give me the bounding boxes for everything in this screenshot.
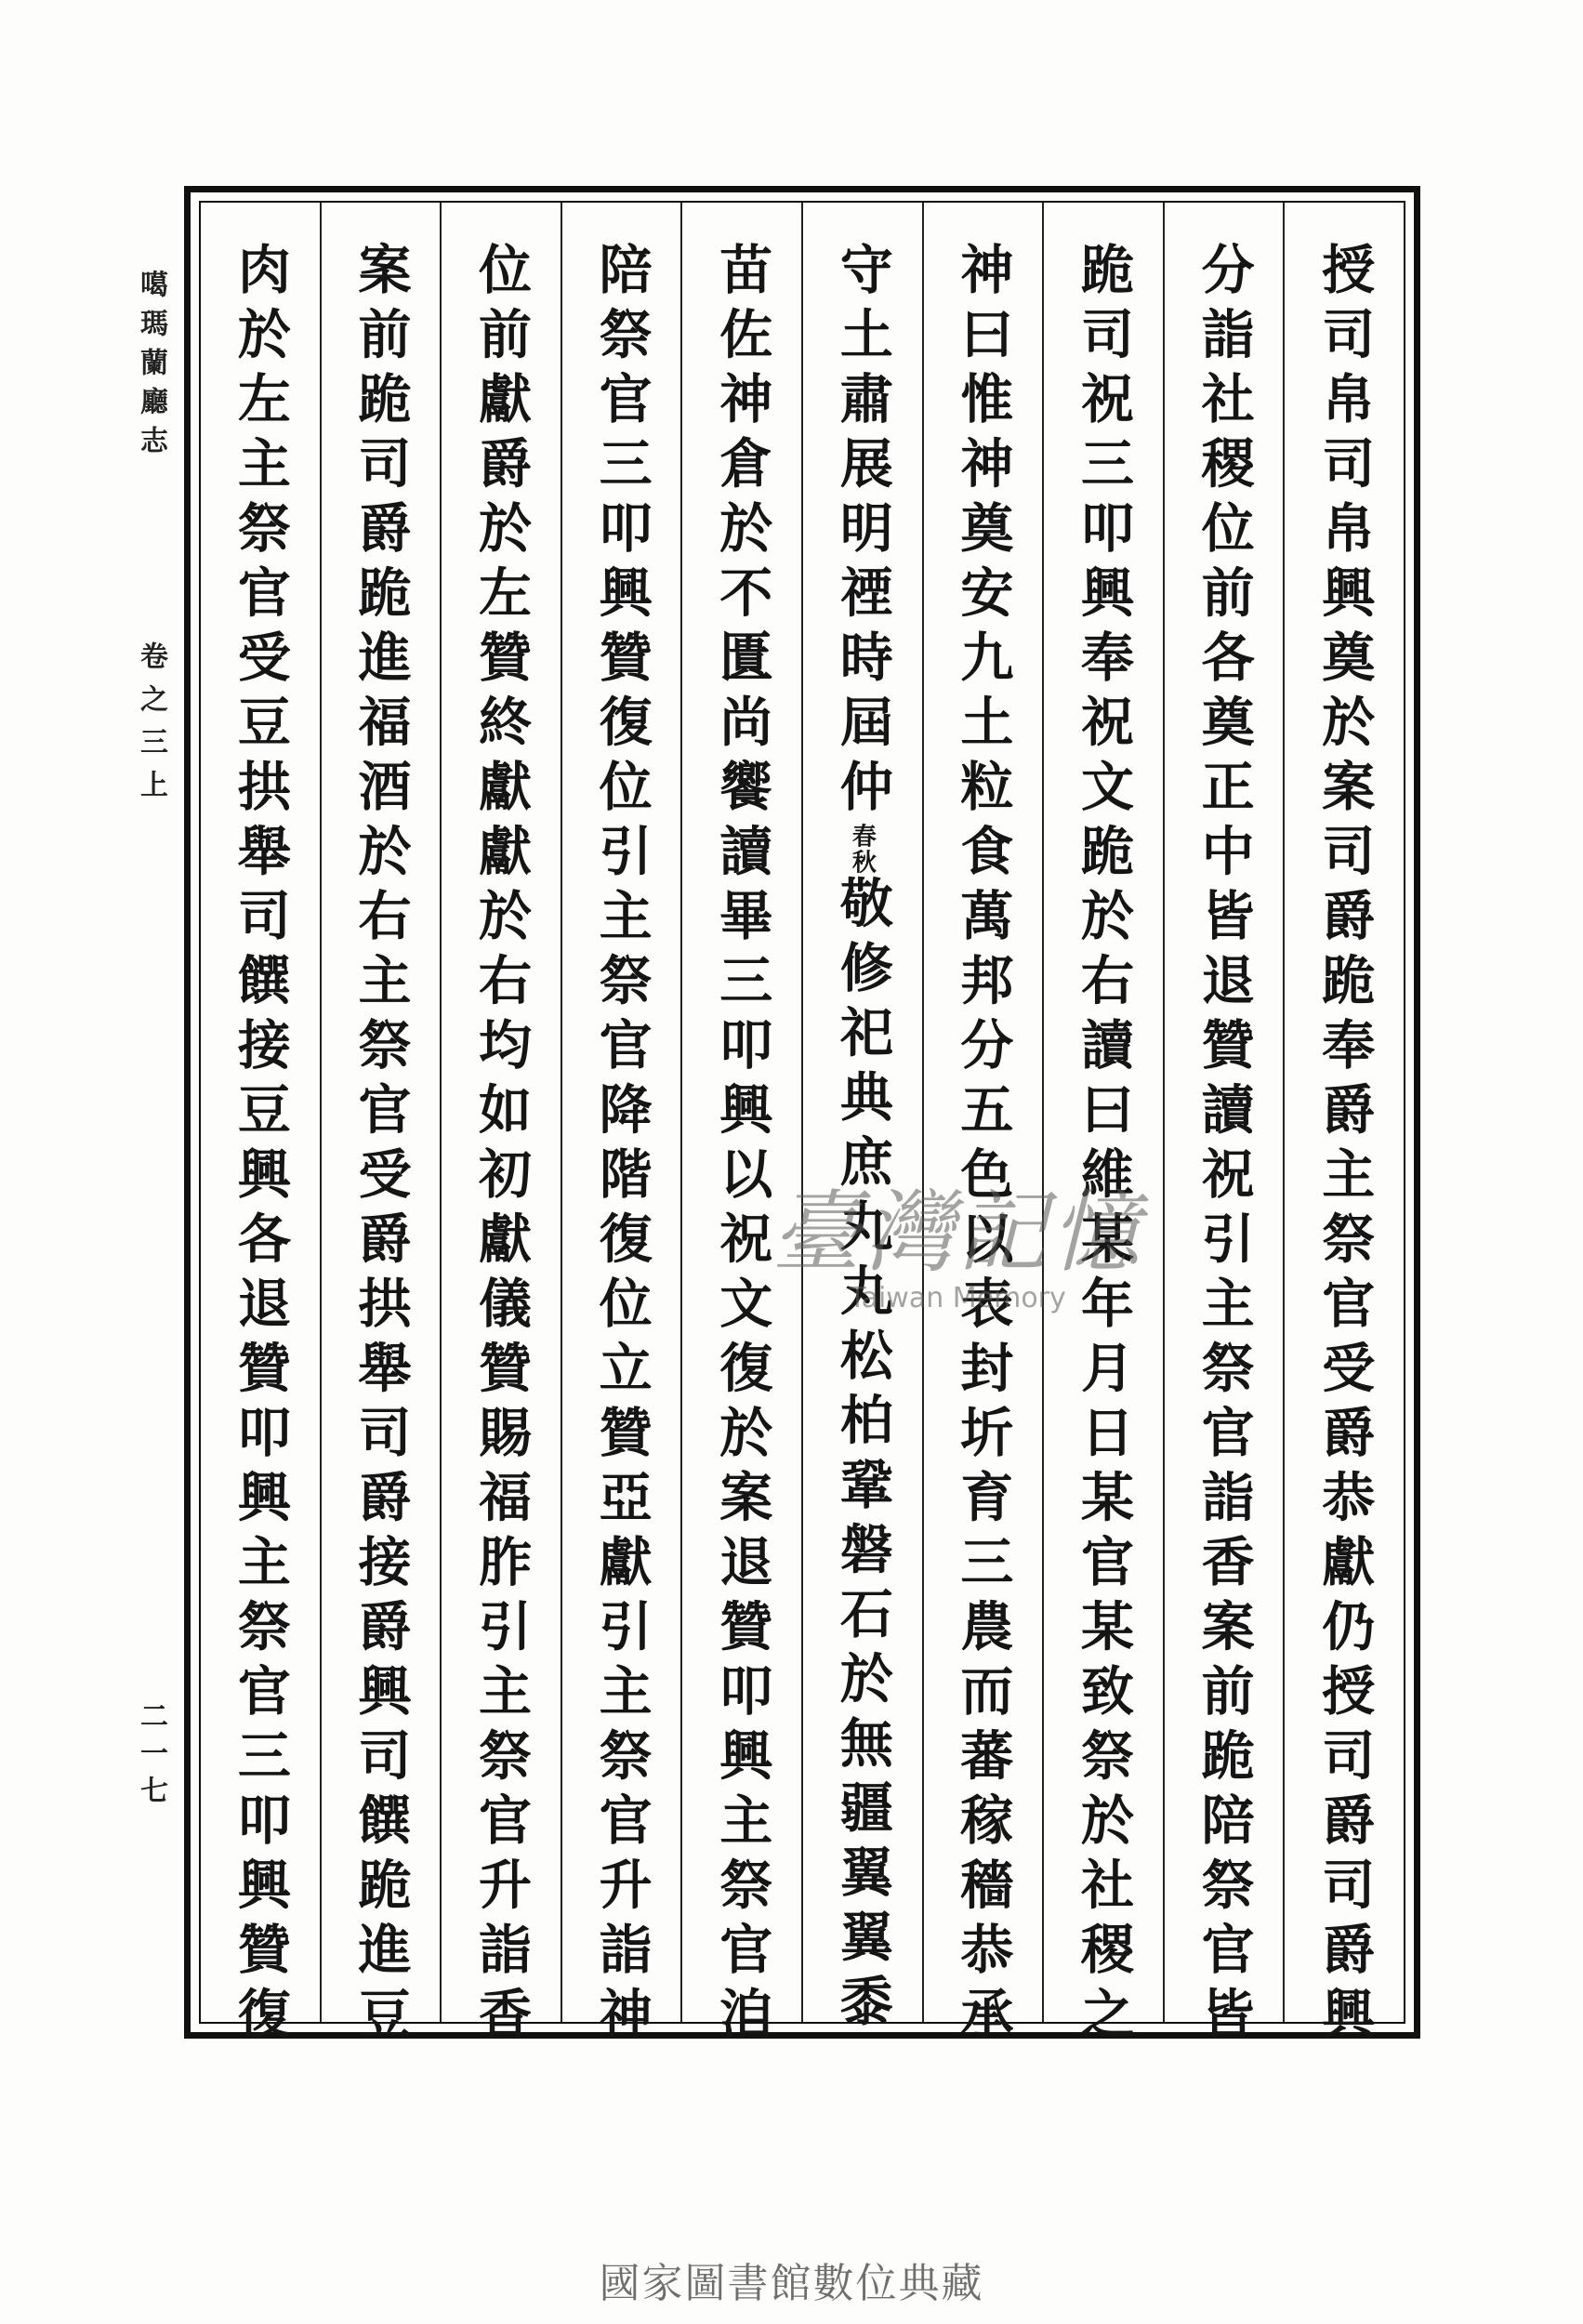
text-column-4 (922, 203, 1043, 2051)
column-text-tail: 敬修祀典庶丸丸松柏鞏磐石於無疆翼翼黍 (831, 875, 894, 2039)
column-text: 授司帛司帛興奠於案司爵跪奉爵主祭官受爵恭獻仍授司爵司爵興 (1313, 242, 1376, 2051)
watermark-english: Taiwan Memory (849, 1282, 1066, 1314)
column-text: 分詣社稷位前各奠正中皆退贊讀祝引主祭官詣香案前跪陪祭官皆 (1193, 242, 1256, 2051)
page-number: 二一七 (135, 1701, 167, 1813)
text-column-2 (1163, 203, 1284, 2051)
column-text-head: 守土肅展明禋時屆仲 (831, 242, 894, 824)
column-text: 神曰惟神奠安九土粒食萬邦分五色以表封圻育三農而蕃稼穡恭承 (951, 242, 1014, 2051)
text-column-10 (201, 203, 320, 2051)
text-column-7 (561, 203, 681, 2051)
interlinear-note: 春秋 (848, 823, 877, 876)
text-column-3 (1042, 203, 1163, 2051)
column-text (831, 242, 894, 2039)
text-column-9 (320, 203, 441, 2051)
text-column-8 (440, 203, 561, 2051)
text-column-6 (680, 203, 801, 2051)
text-column-1 (1283, 203, 1404, 2051)
text-columns (201, 203, 1404, 2051)
volume-label: 卷之三上 (135, 641, 167, 812)
column-text: 肉於左主祭官受豆拱舉司饌接豆興各退贊叩興主祭官三叩興贊復 (229, 242, 292, 2051)
column-text: 跪司祝三叩興奉祝文跪於右讀曰維某年月日某官某致祭於社稷之 (1072, 242, 1135, 2051)
column-text: 案前跪司爵跪進福酒於右主祭官受爵拱舉司爵接爵興司饌跪進豆 (349, 242, 412, 2051)
text-column-5 (801, 203, 922, 2039)
column-text: 位前獻爵於左贊終獻獻於右均如初獻儀贊賜福胙引主祭官升詣香 (469, 242, 533, 2051)
footer-credit: 國家圖書館數位典藏 (599, 2260, 984, 2307)
watermark-chinese: 臺灣記憶 (772, 1181, 1143, 1285)
column-text: 陪祭官三叩興贊復位引主祭官降階復位立贊亞獻引主祭官升詣神 (590, 242, 653, 2051)
column-text: 苗佐神倉於不匱尚饗讀畢三叩興以祝文復於案退贊叩興主祭官洎 (710, 242, 773, 2051)
book-title: 噶瑪蘭廳志 (135, 270, 167, 465)
